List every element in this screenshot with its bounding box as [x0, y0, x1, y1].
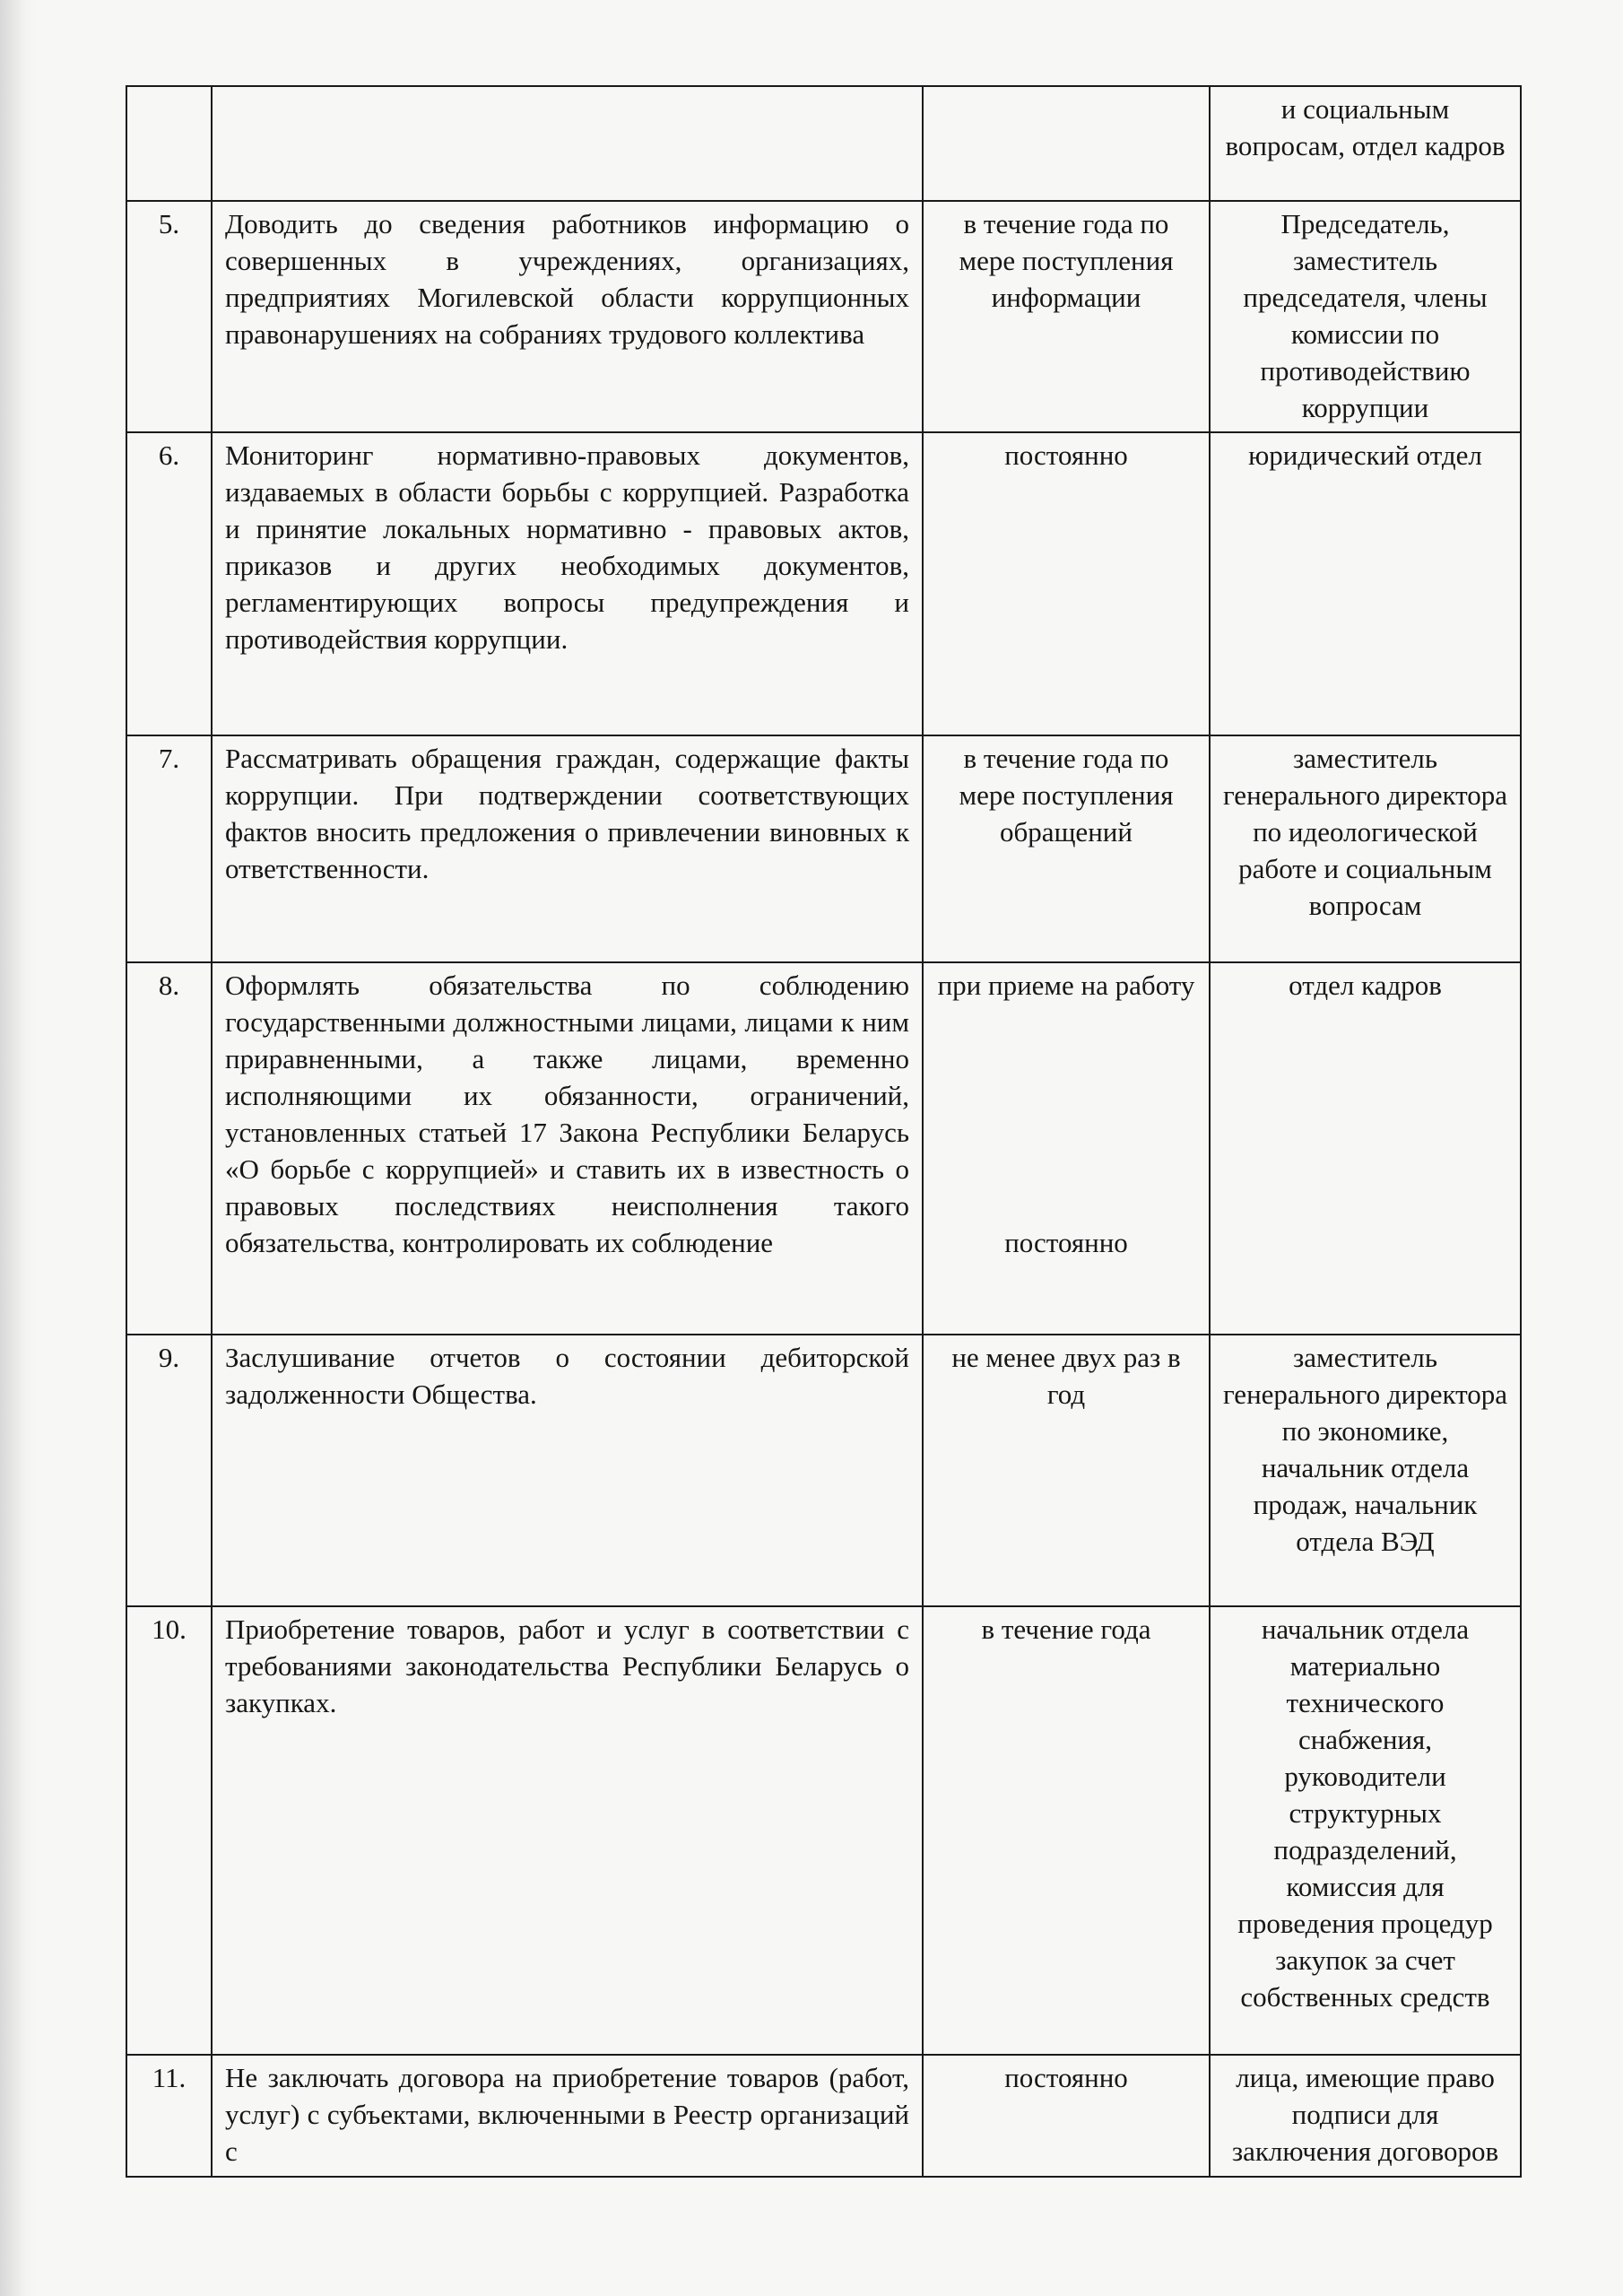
table-row	[126, 1606, 1521, 2055]
row-action: Оформлять обязательства по соблюдению государственными должностными лицами, лицами к ним приравненными, а также лицами, временно исполняющими их обязанности, ограничений, установленных статьей 17 Закона Республики Беларусь «О борьбе с коррупцией» и ставить их в известность о правовых последствиях неисполнения такого обязательства, контролировать их соблюдение	[212, 962, 923, 1335]
row-term: в течение года	[923, 1606, 1210, 2055]
row-action: Мониторинг нормативно-правовых документов, издаваемых в области борьбы с коррупцией. Разработка и принятие локальных нормативно - правовых актов, приказов и других необходимых документов, регламентирующих вопросы предупреждения и противодействия коррупции.	[212, 432, 923, 735]
row-term: не менее двух раз в год	[923, 1335, 1210, 1606]
row-responsible: и социальным вопросам, отдел кадров	[1210, 86, 1521, 201]
row-term: в течение года по мере поступления обращений	[923, 735, 1210, 962]
row-responsible: юридический отдел	[1210, 432, 1521, 735]
table-row	[126, 2055, 1521, 2177]
row-term-secondary: постоянно	[1004, 1227, 1128, 1258]
row-action: Заслушивание отчетов о состоянии дебиторской задолженности Общества.	[212, 1335, 923, 1606]
row-term: постоянно	[923, 2055, 1210, 2177]
row-term	[923, 86, 1210, 201]
row-action: Доводить до сведения работников информацию о совершенных в учреждениях, организациях, предприятиях Могилевской области коррупционных правонарушениях на собраниях трудового коллектива	[212, 201, 923, 432]
row-responsible: отдел кадров	[1210, 962, 1521, 1335]
row-term: в течение года по мере поступления информации	[923, 201, 1210, 432]
scan-page-edge	[0, 0, 36, 2296]
table-row	[126, 201, 1521, 432]
row-action: Приобретение товаров, работ и услуг в соответствии с требованиями законодательства Республики Беларусь о закупках.	[212, 1606, 923, 2055]
row-responsible: лица, имеющие право подписи для заключения договоров	[1210, 2055, 1521, 2177]
table-row	[126, 86, 1521, 201]
row-responsible: начальник отдела материально технического снабжения, руководители структурных подразделений, комиссия для проведения процедур закупок за счет собственных средств	[1210, 1606, 1521, 2055]
row-action: Рассматривать обращения граждан, содержащие факты коррупции. При подтверждении соответствующих фактов вносить предложения о привлечении виновных к ответственности.	[212, 735, 923, 962]
row-number: 7.	[126, 735, 212, 962]
row-number: 5.	[126, 201, 212, 432]
row-term	[923, 962, 1210, 1335]
row-action: Не заключать договора на приобретение товаров (работ, услуг) с субъектами, включенными в Реестр организаций с	[212, 2055, 923, 2177]
row-responsible: Председатель, заместитель председателя, члены комиссии по противодействию коррупции	[1210, 201, 1521, 432]
row-number: 9.	[126, 1335, 212, 1606]
row-number	[126, 86, 212, 201]
table-row	[126, 1335, 1521, 1606]
row-number: 10.	[126, 1606, 212, 2055]
row-number: 6.	[126, 432, 212, 735]
row-term-primary: при приеме на работу	[937, 970, 1195, 1001]
row-number: 8.	[126, 962, 212, 1335]
row-term: постоянно	[923, 432, 1210, 735]
row-responsible: заместитель генерального директора по идеологической работе и социальным вопросам	[1210, 735, 1521, 962]
anti-corruption-plan-table	[126, 85, 1522, 2178]
table-row	[126, 735, 1521, 962]
table-row	[126, 432, 1521, 735]
row-number: 11.	[126, 2055, 212, 2177]
table-row	[126, 962, 1521, 1335]
row-action	[212, 86, 923, 201]
row-responsible: заместитель генерального директора по экономике, начальник отдела продаж, начальник отдела ВЭД	[1210, 1335, 1521, 1606]
